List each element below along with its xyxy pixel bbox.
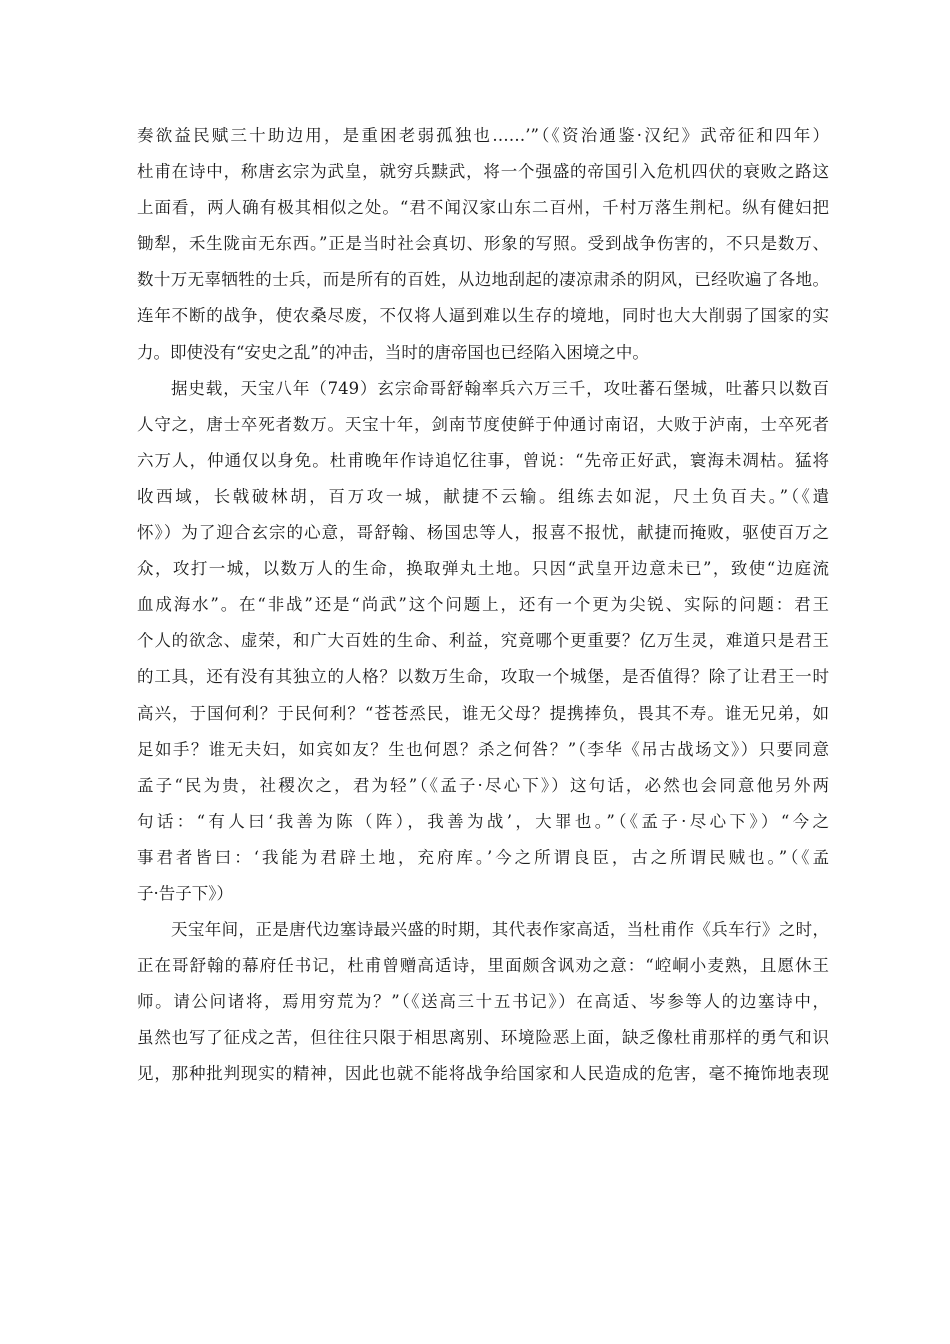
text-line: 的工具，还有没有其独立的人格？以数万生命，攻取一个城堡，是否值得？除了让君王一时 xyxy=(137,667,829,687)
text-line: 事君者皆曰：‘我能为君辟土地，充府库。’今之所谓良臣，古之所谓民贼也。”（《孟 xyxy=(137,847,829,867)
text-line: 句话：“有人曰‘我善为陈（阵），我善为战’，大罪也。”（《孟子·尽心下》）“今之 xyxy=(137,811,829,831)
paragraph-1 xyxy=(137,118,829,371)
text-line: 人守之，唐士卒死者数万。天宝十年，剑南节度使鲜于仲通讨南诏，大败于泸南，士卒死者 xyxy=(137,414,829,434)
paragraph-3 xyxy=(137,912,829,1092)
text-line: 血成海水”。在“非战”还是“尚武”这个问题上，还有一个更为尖锐、实际的问题：君王 xyxy=(137,595,829,615)
text-line: 上面看，两人确有极其相似之处。“君不闻汉家山东二百州，千村万落生荆杞。纵有健妇把 xyxy=(137,198,829,218)
paragraph-2 xyxy=(137,371,829,912)
text-line: 锄犁，禾生陇亩无东西。”正是当时社会真切、形象的写照。受到战争伤害的，不只是数万、 xyxy=(137,234,829,254)
text-line: 虽然也写了征戍之苦，但往往只限于相思离别、环境险恶上面，缺乏像杜甫那样的勇气和识 xyxy=(137,1028,829,1048)
text-line: 奏欲益民赋三十助边用，是重困老弱孤独也……’”（《资治通鉴·汉纪》武帝征和四年） xyxy=(137,126,829,145)
document-body xyxy=(137,118,829,1093)
text-line: 师。请公问诸将，焉用穷荒为？”（《送高三十五书记》）在高适、岑参等人的边塞诗中， xyxy=(137,992,829,1012)
text-line: 天宝年间，正是唐代边塞诗最兴盛的时期，其代表作家高适，当杜甫作《兵车行》之时， xyxy=(171,920,829,940)
text-line: 据史载，天宝八年（749）玄宗命哥舒翰率兵六万三千，攻吐蕃石堡城，吐蕃只以数百 xyxy=(171,378,829,398)
text-line: 数十万无辜牺牲的士兵，而是所有的百姓，从边地刮起的凄凉肃杀的阴风，已经吹遍了各地。 xyxy=(137,270,829,290)
text-line: 众，攻打一城，以数万人的生命，换取弹丸土地。只因“武皇开边意未已”，致使“边庭流 xyxy=(137,559,829,579)
text-line: 见，那种批判现实的精神，因此也就不能将战争给国家和人民造成的危害，毫不掩饰地表现 xyxy=(137,1064,829,1084)
text-line: 收西域，长戟破林胡，百万攻一城，献捷不云输。组练去如泥，尺土负百夫。”（《遣 xyxy=(137,486,829,506)
text-line: 连年不断的战争，使农桑尽废，不仅将人逼到难以生存的境地，同时也大大削弱了国家的实 xyxy=(137,306,829,326)
text-line: 高兴，于国何利？于民何利？“苍苍烝民，谁无父母？提携捧负，畏其不寿。谁无兄弟，如 xyxy=(137,703,829,723)
text-line: 怀》）为了迎合玄宗的心意，哥舒翰、杨国忠等人，报喜不报忧，献捷而掩败，驱使百万之 xyxy=(137,523,829,543)
text-line: 个人的欲念、虚荣，和广大百姓的生命、利益，究竟哪个更重要？亿万生灵，难道只是君王 xyxy=(137,631,829,651)
text-line: 六万人，仲通仅以身免。杜甫晚年作诗追忆往事，曾说：“先帝正好武，寰海未凋枯。猛将 xyxy=(137,450,829,470)
text-line: 孟子“民为贵，社稷次之，君为轻”（《孟子·尽心下》）这句话，必然也会同意他另外两 xyxy=(137,775,829,795)
text-line: 杜甫在诗中，称唐玄宗为武皇，就穷兵黩武，将一个强盛的帝国引入危机四伏的衰败之路这 xyxy=(137,162,829,182)
text-line: 子·告子下》） xyxy=(137,883,233,903)
text-line: 足如手？谁无夫妇，如宾如友？生也何恩？杀之何咎？”（李华《吊古战场文》）只要同意 xyxy=(137,739,829,759)
text-line: 力。即使没有“安史之乱”的冲击，当时的唐帝国也已经陷入困境之中。 xyxy=(137,342,649,362)
text-line: 正在哥舒翰的幕府任书记，杜甫曾赠高适诗，里面颇含讽劝之意：“崆峒小麦熟，且愿休王 xyxy=(137,956,829,976)
